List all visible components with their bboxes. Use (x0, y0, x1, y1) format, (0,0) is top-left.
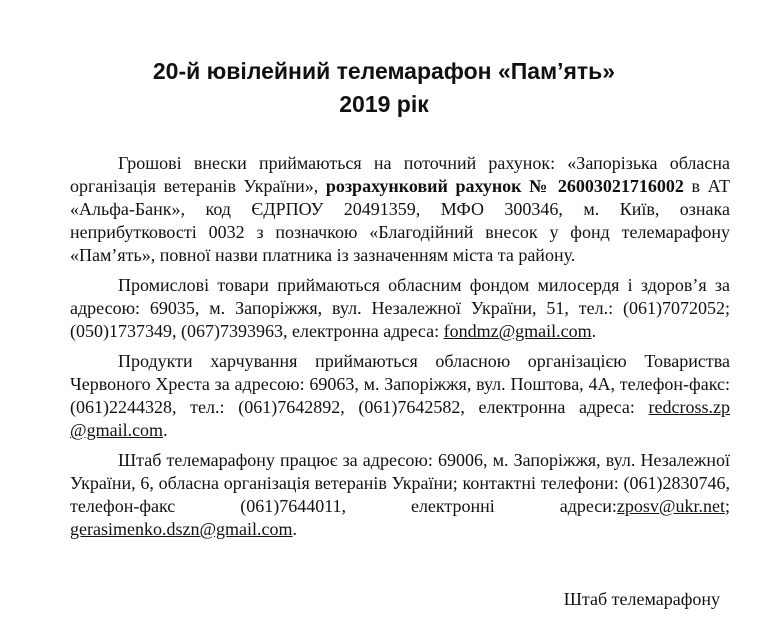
food-end: . (163, 420, 168, 440)
document-body (70, 152, 730, 548)
email-zposv[interactable]: zposv@ukr.net (616, 496, 725, 516)
account-number: розрахунковий рахунок № 26003021716002 (325, 176, 684, 196)
paragraph-headquarters (70, 449, 730, 541)
headquarters-text: Штаб телемарафону працює за адресою: 69006, м. Запоріжжя, вул. Незалежної України, 6, обласна організація ветеранів України; контактні телефони: (061)2830746, телефон-факс (061)7644011, електронні адреси: (70, 450, 730, 516)
paragraph-food (70, 350, 730, 442)
email-separator: ; (724, 496, 730, 516)
email-gerasimenko[interactable]: gerasimenko.dszn@gmail.com (70, 519, 293, 539)
headquarters-end: . (292, 519, 298, 539)
document-year: 2019 рік (339, 91, 429, 117)
email-redcross[interactable]: redcross.zp @gmail.com (70, 397, 730, 440)
industrial-goods-text: Промислові товари приймаються обласним фондом милосердя і здоров’я за адресою: 69035, м. Запоріжжя, вул. Незалежної України, 51, тел.: (061)7072052; (050)1737349, (067)7393963, електронна адреса: (70, 275, 730, 341)
donations-text-start: Грошові внески приймаються на поточний рахунок: «Запорізька обласна організація ветеранів України», (70, 153, 730, 196)
food-text: Продукти харчування приймаються обласною організацією Товариства Червоного Хреста за адресою: 69063, м. Запоріжжя, вул. Поштова, 4А, телефон-факс: (061)2244328, тел.: (061)7642892, (061)7642582, електронна адреса: (70, 351, 730, 417)
email-fondmz[interactable]: fondmz@gmail.com (443, 321, 592, 341)
signature: Штаб телемарафону (563, 589, 720, 609)
paragraph-industrial-goods (70, 274, 730, 343)
industrial-goods-end: . (591, 321, 597, 341)
document-title: 20-й ювілейний телемарафон «Пам’ять» (152, 58, 616, 84)
paragraph-donations (70, 152, 730, 267)
donations-text-end: в АТ «Альфа-Банк», код ЄДРПОУ 20491359, МФО 300346, м. Київ, ознака неприбутковості 0032 з позначкою «Благодійний внесок у фонд телемарафону «Пам’ять», повної назви платника із зазначенням міста та району. (70, 176, 730, 265)
